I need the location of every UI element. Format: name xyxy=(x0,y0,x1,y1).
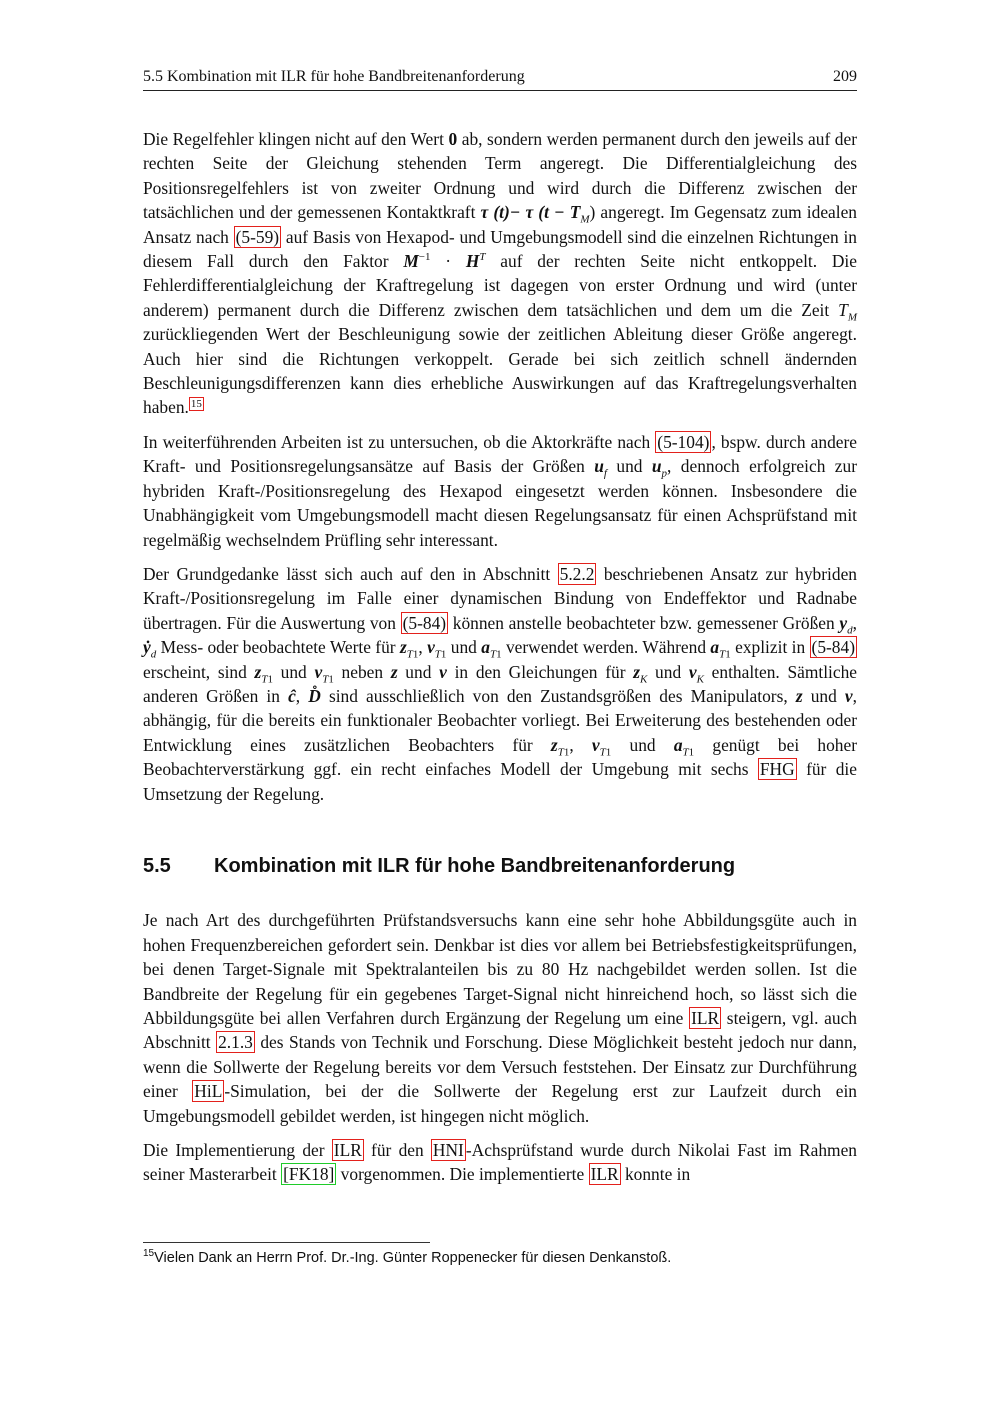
page-number: 209 xyxy=(833,68,857,85)
footnote-text: Vielen Dank an Herrn Prof. Dr.-Ing. Günter Roppenecker für diesen Denkanstoß. xyxy=(154,1250,672,1266)
equation-link[interactable]: (5-104) xyxy=(657,431,710,452)
acronym-link[interactable]: ILR xyxy=(590,1164,619,1185)
acronym-link[interactable]: HiL xyxy=(194,1081,223,1102)
equation-link[interactable]: (5-59) xyxy=(235,226,280,247)
equation-link[interactable]: (5-84) xyxy=(811,637,855,658)
acronym-link[interactable]: HNI xyxy=(432,1140,464,1161)
citation-link[interactable]: [FK18] xyxy=(283,1164,335,1185)
equation-link[interactable]: (5-84) xyxy=(402,612,447,633)
paragraph-2: In weiterführenden Arbeiten ist zu untersuchen, ob die Aktorkräfte nach (5-104) , bspw. durch andere Kraft- und Positionsregelungsansätze auf Basis der Größen $u_f$ und $u_p$, dennoch erfolgreich zur hybriden Kraft-/Positionsregelung des Hexapod eingesetzt werden können. Insbesondere die Unabhängigkeit vom Umgebungsmodell macht diesen Regelungsansatz für einen Achsprüfstand mit regelmäßig wechselndem Prüfling sehr interessant. xyxy=(143,431,858,550)
section-link[interactable]: 2.1.3 xyxy=(218,1032,253,1053)
section-title: Kombination mit ILR für hohe Bandbreitenanforderung xyxy=(214,854,736,877)
paragraph-4: Je nach Art des durchgeführten Prüfstandsversuchs kann eine sehr hohe Abbildungsgüte auch in hohen Frequenzbereichen gefordert sein. Denkbar ist dies vor allem bei Betriebsfestigkeitsprüfungen, bei denen Target-Signale mit Spektralanteilen bis zu 80 Hz nachgebildet werden sollen. Ist die Bandbreite der Regelung für ein gegebenes Target-Signal nicht hinreichend hoch, so lässt sich die Abbildungsgüte bei allen Verfahren durch Ergänzung der Regelung um eine ILR steigern, vgl. auch Abschnitt 2.1.3 des Stands von Technik und Forschung. Diese Möglichkeit besteht jedoch nur dann, wenn die Sollwerte der Regelung bereits vor dem Versuch feststehen. Der Einsatz zur Durchführung einer HiL -Simulation, bei der die Sollwerte der Regelung erst zur Laufzeit durch ein Umgebungsmodell gebildet werden, ist hingegen nicht möglich. xyxy=(143,910,858,1126)
acronym-link[interactable]: ILR xyxy=(691,1008,720,1028)
paragraph-3: Der Grundgedanke lässt sich auch auf den in Abschnitt 5.2.2 beschriebenen Ansatz zur hybriden Kraft-/Positionsregelung im Falle einer dynamischen Bindung von Endeffektor und Radnabe übertragen. Für die Auswertung von (5-84) können anstelle beobachteter bzw. gemessener Größen $y_d$, ẏ$_d$ Mess- oder beobachtete Werte für $z_{T1}$, $v_{T1}$ und $a_{T1}$ verwendet werden. Während $a_{T1}$ explizit in (5-84) erscheint, sind $z_{T1}$ und $v_{T1}$ neben z und v in den Gleichungen für $z_K$ und $v_K$ enthalten. Sämtliche anderen Größen in ĉ, D̊ sind ausschließlich von den Zustandsgrößen des Manipulators, z und v, abhängig, für die bereits ein funktionaler Beobachter vorliegt. Bei Erweiterung des bestehenden oder Entwicklung eines zusätzlichen Beobachters für $z_{T1}$, $v_{T1}$ und $a_{T1}$ genügt bei hoher Beobachterverstärkung ggf. ein recht einfaches Modell der Umgebung mit sechs FHG für die Umsetzung der Regelung. xyxy=(143,563,858,804)
footnote xyxy=(143,1250,671,1266)
acronym-link[interactable]: ILR xyxy=(333,1140,362,1161)
acronym-link[interactable]: FHG xyxy=(759,759,795,780)
section-heading xyxy=(143,854,857,878)
running-header xyxy=(143,66,857,91)
section-link[interactable]: 5.2.2 xyxy=(559,563,595,584)
section-number: 5.5 xyxy=(143,854,171,877)
header-title: 5.5 Kombination mit ILR für hohe Bandbreitenanforderung xyxy=(143,68,525,85)
page-body xyxy=(143,127,857,1197)
paragraph-1: Die Regelfehler klingen nicht auf den Wert 0 ab, sondern werden permanent durch den jeweils auf der rechten Seite der Gleichung stehenden Term angeregt. Die Differentialgleichung des Positionsregelfehlers ist von zweiter Ordnung und wird durch die Differenz zwischen der tatsächlichen und der gemessenen Kontaktkraft τ (t)− τ $(t - T_M)$ angeregt. Im Gegensatz zum idealen Ansatz nach (5-59) auf Basis von Hexapod- und Umgebungsmodell sind die einzelnen Richtungen in diesem Fall durch den Faktor $M^{-1} \cdot H^T$ auf der rechten Seite nicht entkoppelt. Die Fehlerdifferentialgleichung der Kraftregelung ist dagegen von erster Ordnung und wird (unter anderem) permanent durch die Differenz zwischen dem tatsächlichen und dem um die Zeit $T_M$ zurückliegenden Wert der Beschleunigung sowie der zeitlichen Ableitung dieser Größe angeregt. Auch hier sind die Richtungen verkoppelt. Gerade bei sich zeitlich schnell ändernden Beschleunigungsdifferenzen kann dies erhebliche Auswirkungen auf das Kraftregelungsverhalten haben. $^{15}$ xyxy=(143,129,858,418)
footnote-number: 15 xyxy=(143,1248,155,1260)
paragraph-5: Die Implementierung der ILR für den HNI -Achsprüfstand wurde durch Nikolai Fast im Rahmen seiner Masterarbeit [FK18] vorgenommen. Die implementierte ILR konnte in xyxy=(143,1140,858,1185)
footnote-rule xyxy=(143,1242,430,1243)
footnote-link[interactable]: 15 xyxy=(190,397,202,410)
